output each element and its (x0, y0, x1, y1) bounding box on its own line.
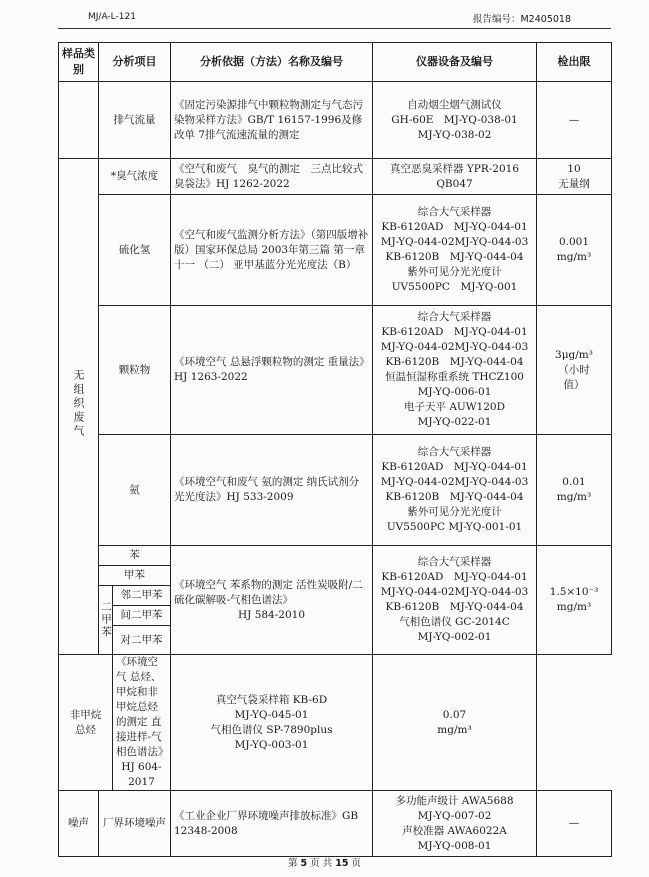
table-header-row (59, 43, 612, 82)
item-h2s: 硫化氢 (99, 195, 171, 306)
item-tsp: 颗粒物 (99, 306, 171, 435)
instrument-line: MJ-YQ-007-02 (417, 809, 492, 822)
item-benzene: 苯 (99, 546, 171, 566)
method-noise: 《工业企业厂界环境噪声排放标准》GB 12348-2008 (171, 791, 373, 857)
instrument-tsp (373, 306, 537, 435)
header-instrument: 仪器设备及编号 (373, 43, 537, 82)
instrument-line: 综合大气采样器 (417, 446, 492, 458)
limit-unit: mg/m³ (556, 601, 592, 613)
limit-nmhc (373, 655, 537, 791)
instrument-line: GH-60E MJ-YQ-038-01 (391, 113, 518, 126)
instrument-line: KB-6120AD MJ-YQ-044-01 (381, 326, 528, 338)
limit-value: 0.01 (562, 476, 586, 488)
instrument-line: KB-6120AD MJ-YQ-044-01 (381, 221, 528, 233)
header-item: 分析项目 (99, 43, 171, 82)
method-h2s: 《空气和废气监测分析方法》（第四版增补版）国家环保总局 2003年第三篇 第一章十一 （二） 亚甲基蓝分光光度法（B） (171, 195, 373, 306)
limit-unit: mg/m³ (437, 723, 472, 736)
instrument-line: MJ-YQ-003-01 (234, 738, 309, 751)
instrument-line: 声校准器 AWA6022A (402, 824, 507, 837)
footer-text: 第 (287, 858, 298, 869)
limit-value: 10 (567, 162, 581, 175)
item-p-xylene: 对二甲苯 (113, 626, 171, 655)
table-row (59, 546, 612, 566)
limit-noise: — (537, 791, 612, 857)
instrument-odor (373, 159, 537, 195)
instrument-line: KB-6120B MJ-YQ-044-04 (385, 601, 524, 613)
method-text: 《环境空气 总烃、甲烷和非甲烷总烃的测定 直接进样-气相色谱法》 (116, 656, 169, 758)
table-row (59, 306, 612, 435)
instrument-line: KB-6120AD MJ-YQ-044-01 (381, 571, 528, 583)
page-footer (0, 855, 649, 869)
instrument-nmhc (171, 655, 373, 791)
instrument-line: 真空气袋采样箱 KB-6D (215, 693, 328, 706)
instrument-line: UV5500PC MJ-YQ-001-01 (386, 521, 523, 533)
method-text: 《环境空气 苯系物的测定 活性炭吸附/二硫化碳解吸-气相色谱法》 (174, 578, 363, 606)
footer-text: 页 共 (310, 858, 333, 869)
item-noise: 厂界环境噪声 (99, 791, 171, 857)
instrument-line: KB-6120B MJ-YQ-044-04 (385, 491, 524, 503)
instrument-line: KB-6120B MJ-YQ-044-04 (385, 356, 524, 368)
item-line: 总烃 (75, 723, 96, 736)
instrument-line: UV5500PC MJ-YQ-001 (391, 281, 518, 293)
instrument-line: MJ-YQ-044-02MJ-YQ-044-03 (380, 341, 529, 353)
instrument-line: MJ-YQ-008-01 (417, 839, 492, 852)
limit-unit: mg/m³ (556, 491, 592, 503)
page-number: 5 (300, 858, 308, 869)
limit-odor (537, 159, 612, 195)
method-code: HJ 604-2017 (121, 761, 162, 788)
header-limit: 检出限 (537, 43, 612, 82)
instrument-line: MJ-YQ-038-02 (417, 128, 492, 141)
table-row (59, 195, 612, 306)
limit-note: 值） (563, 378, 585, 391)
item-m-xylene: 间二甲苯 (113, 606, 171, 626)
item-toluene: 甲苯 (99, 566, 171, 586)
instrument-line: MJ-YQ-044-02MJ-YQ-044-03 (380, 586, 529, 598)
item-line: 非甲烷 (69, 708, 102, 721)
table-row (59, 655, 612, 791)
instrument-line: KB-6120B MJ-YQ-044-04 (385, 251, 524, 263)
limit-exhaust-flow: — (537, 82, 612, 159)
total-pages: 15 (335, 858, 349, 869)
instrument-h2s (373, 195, 537, 306)
instrument-line: 气相色谱仪 SP-7890plus (210, 723, 333, 736)
limit-unit: 无量纲 (558, 177, 590, 190)
instrument-line: MJ-YQ-045-01 (234, 708, 309, 721)
header-divider (58, 28, 611, 29)
instrument-line: MJ-YQ-002-01 (417, 631, 492, 643)
document-code: MJ/A-L-121 (88, 12, 136, 22)
report-number: 报告编号：M2405018 (472, 14, 571, 25)
instrument-line: MJ-YQ-006-01 (417, 386, 492, 398)
table-row (59, 82, 612, 159)
table-row (59, 435, 612, 546)
limit-h2s (537, 195, 612, 306)
instrument-line: 紫外可见分光光度计 (407, 506, 502, 518)
item-o-xylene: 邻二甲苯 (113, 586, 171, 606)
instrument-line: 恒温恒湿称重系统 THCZ100 (385, 371, 524, 383)
footer-text: 页 (351, 858, 362, 869)
item-odor: *臭气浓度 (99, 159, 171, 195)
limit-benzene (537, 546, 612, 655)
method-benzene (171, 546, 373, 655)
instrument-line: 综合大气采样器 (417, 311, 492, 323)
limit-note: （小时 (558, 363, 590, 376)
instrument-line: 多功能声级计 AWA5688 (395, 794, 514, 807)
header-category: 样品类别 (59, 43, 99, 82)
method-table (58, 42, 612, 857)
instrument-line: KB-6120AD MJ-YQ-044-01 (381, 461, 528, 473)
instrument-line: 气相色谱仪 GC-2014C (399, 616, 510, 628)
category-unorganized-gas: 无组织废气 (59, 159, 99, 655)
method-odor: 《空气和废气 臭气的测定 三点比较式臭袋法》HJ 1262-2022 (171, 159, 373, 195)
instrument-line: MJ-YQ-022-01 (417, 416, 492, 428)
instrument-line: 综合大气采样器 (417, 556, 492, 568)
item-nh3: 氨 (99, 435, 171, 546)
table-row (59, 159, 612, 195)
category-cell-empty (59, 82, 99, 159)
instrument-line: 综合大气采样器 (417, 206, 492, 218)
limit-tsp (537, 306, 612, 435)
method-exhaust-flow: 《固定污染源排气中颗粒物测定与气态污染物采样方法》GB/T 16157-1996及修改单 7排气流速流量的测定 (171, 82, 373, 159)
instrument-line: MJ-YQ-044-02MJ-YQ-044-03 (380, 476, 529, 488)
instrument-line: QB047 (436, 177, 473, 190)
limit-value: 0.001 (558, 236, 590, 248)
limit-value: 3μg/m³ (555, 348, 593, 361)
item-exhaust-flow: 排气流量 (99, 82, 171, 159)
instrument-nh3 (373, 435, 537, 546)
limit-nh3 (537, 435, 612, 546)
instrument-line: 真空恶臭采样器 YPR-2016 (389, 162, 519, 175)
item-nmhc (59, 655, 113, 791)
header-method: 分析依据（方法）名称及编号 (171, 43, 373, 82)
table-row (59, 791, 612, 857)
method-nmhc (113, 655, 171, 791)
instrument-benzene (373, 546, 537, 655)
instrument-line: 电子天平 AUW120D (403, 401, 506, 413)
instrument-line: MJ-YQ-044-02MJ-YQ-044-03 (380, 236, 529, 248)
method-nh3: 《环境空气和废气 氨的测定 纳氏试剂分光光度法》HJ 533-2009 (171, 435, 373, 546)
instrument-noise (373, 791, 537, 857)
method-tsp: 《环境空气 总悬浮颗粒物的测定 重量法》HJ 1263-2022 (171, 306, 373, 435)
category-noise: 噪声 (59, 791, 99, 857)
instrument-line: 紫外可见分光光度计 (407, 266, 502, 278)
limit-value: 1.5×10⁻³ (549, 586, 599, 598)
item-xylene-group: 二甲苯 (99, 586, 113, 655)
method-code: HJ 584-2010 (237, 608, 305, 621)
instrument-exhaust-flow (373, 82, 537, 159)
instrument-line: 自动烟尘烟气测试仪 (407, 98, 502, 111)
limit-unit: mg/m³ (556, 251, 592, 263)
limit-value: 0.07 (442, 708, 467, 721)
